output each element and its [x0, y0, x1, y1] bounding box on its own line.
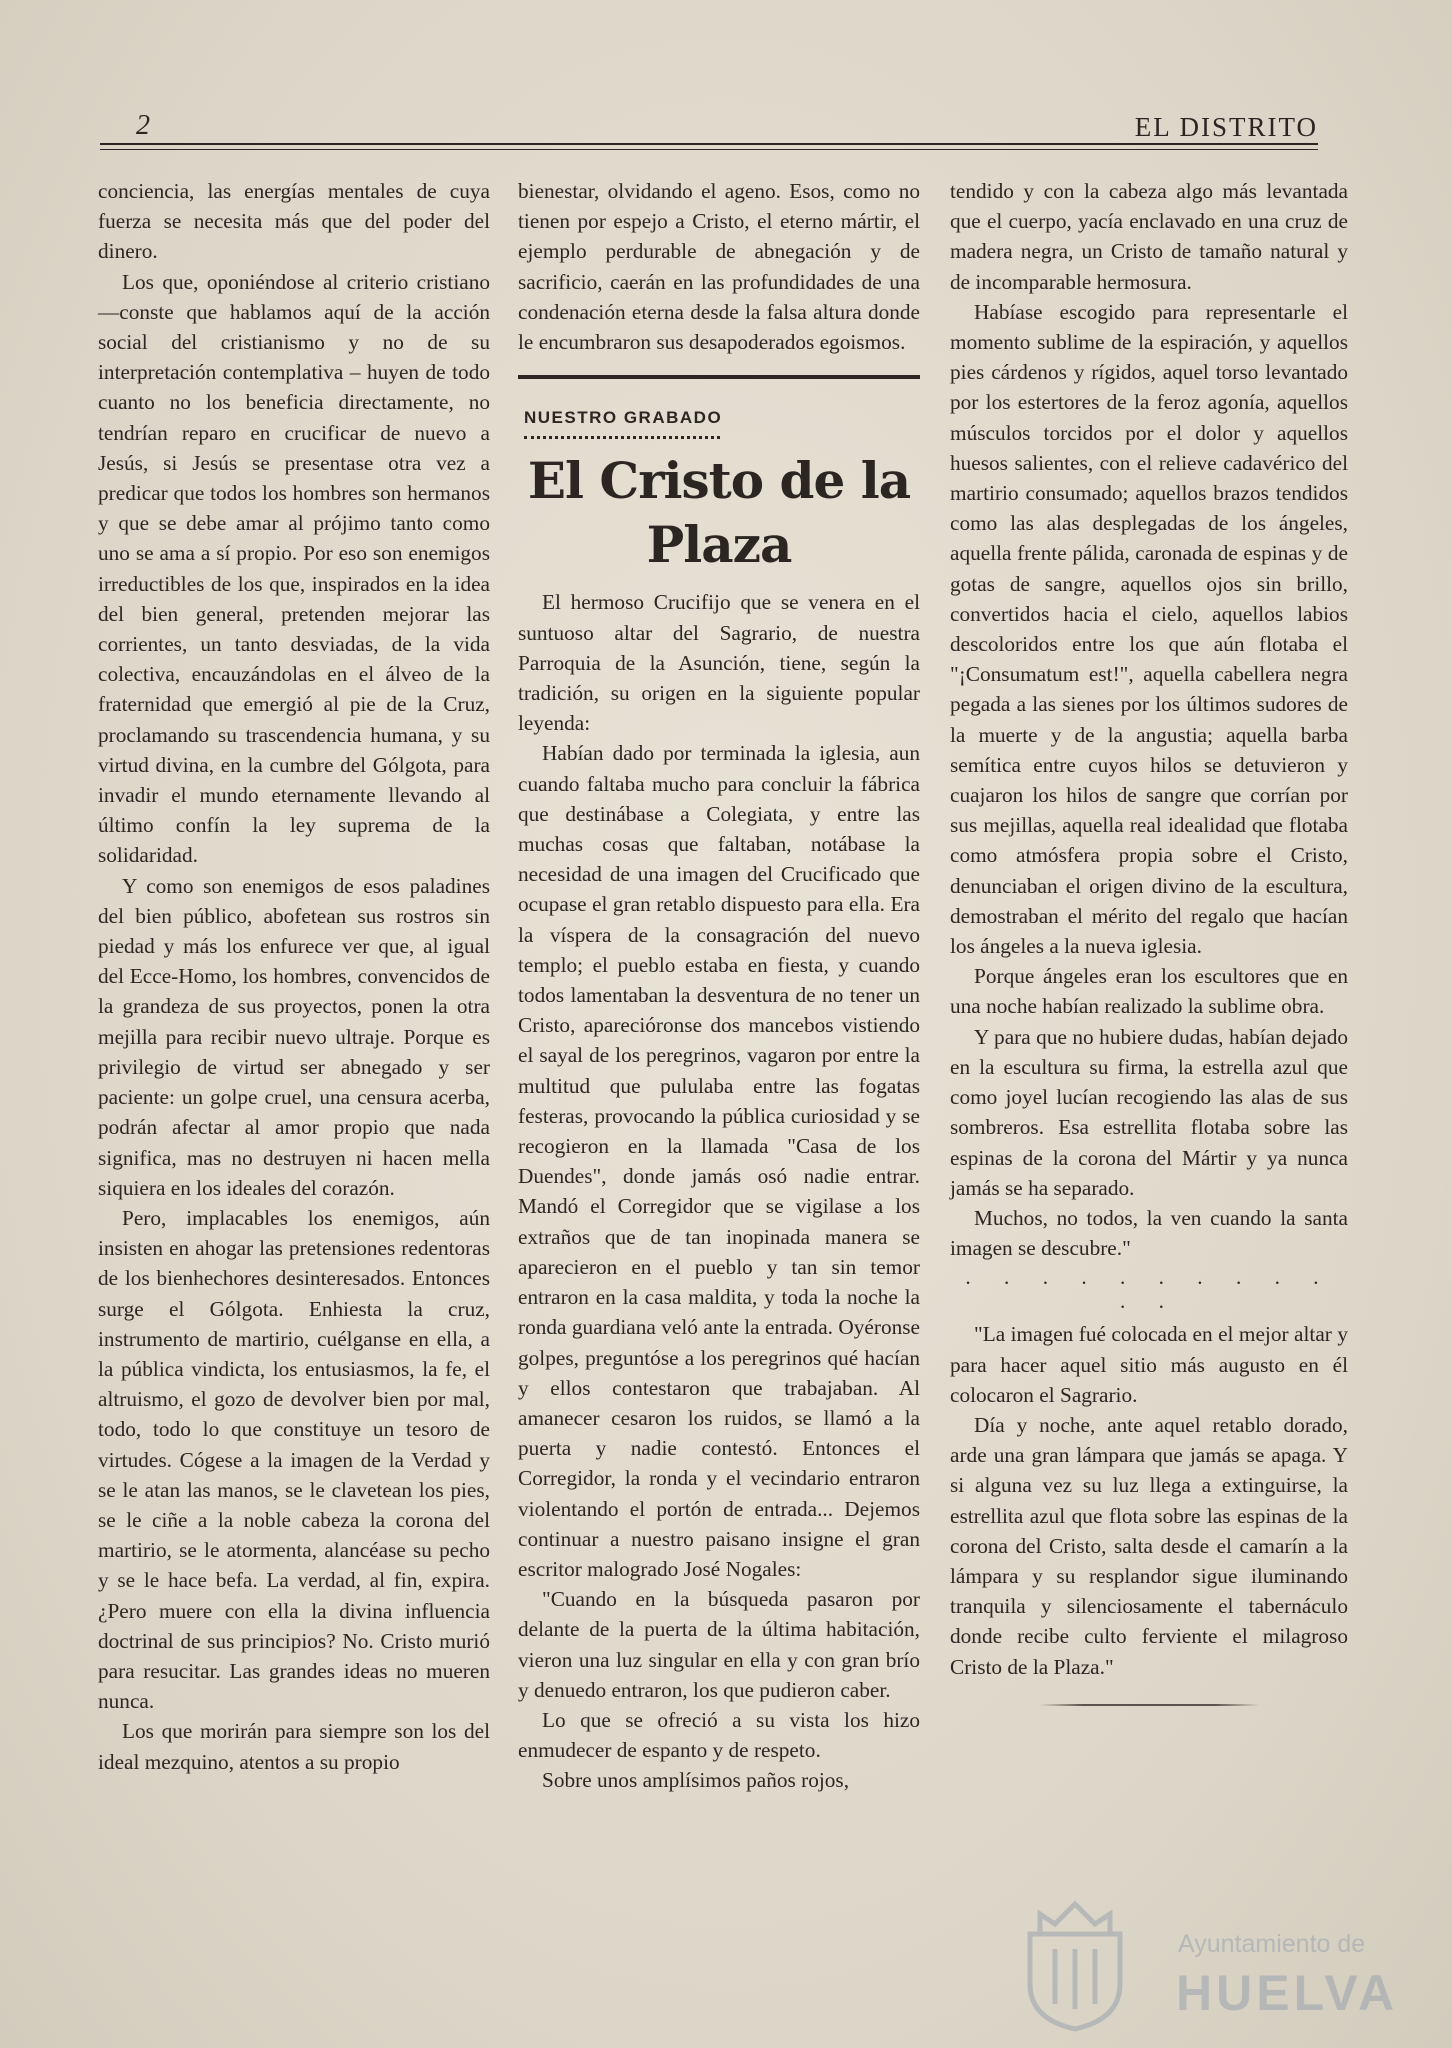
ellipsis-divider: . . . . . . . . . . . .: [965, 1265, 1333, 1314]
paragraph: Y como son enemigos de esos paladines del bien público, abofetean sus rostros sin piedad y más los enfurece ver que, al igual del Ecce-Homo, los hombres, convencidos de la grandeza de sus proyectos, ponen la otra mejilla para recibir nuevo ultraje. Porque es privilegio de virtud ser abnegado y ser paciente: un golpe cruel, una censura acerba, podrán afectar al amor propio que nada significa, mas no destruyen ni hacen mella siquiera en los ideales del corazón.: [98, 873, 490, 1200]
paragraph: Y para que no hubiere dudas, habían dejado en la escultura su firma, la estrella azul que como joyel lucían recogiendo las alas de sus sombreros. Esa estrellita flotaba sobre las espinas de la corona del Mártir y ya nunca jamás se ha separado.: [950, 1024, 1348, 1200]
paragraph: Pero, implacables los enemigos, aún insisten en ahogar las pretensiones redentoras de los bienhechores desinteresados. Entonces surge el Gólgota. Enhiesta la cruz, instrumento de martirio, cuélganse en ella, a la pública vindicta, los entusiasmos, la fe, el altruismo, el gozo de devolver bien por mal, todo, todo lo que constituye un tesoro de virtudes. Cógese a la imagen de la Verdad y se le atan las manos, se le clavetean los pies, se le ciñe a la noble cabeza la corona del martirio, se le atormenta, alancéase su pecho y se le hace befa. La verdad, al fin, expira. ¿Pero muere con ella la divina influencia doctrinal de sus principios? No. Cristo murió para resucitar. Las grandes ideas no mueren nunca.: [98, 1205, 490, 1714]
paragraph: Habíase escogido para representarle el momento sublime de la espiración, y aquellos pies cárdenos y rígidos, aquel torso levantado por los estertores de la feroz agonía, aquellos músculos torcidos por el dolor y aquellos huesos salientes, con el relieve cadavérico del martirio consumado; aquellos brazos tendidos como las alas desplegadas de los ángeles, aquella frente pálida, caronada de espinas y de gotas de sangre, aquellos ojos sin brillo, convertidos hacia el cielo, aquellos labios descoloridos entre los que aún flotaba el "¡Consumatum est!", aquella cabellera negra pegada a las sienes por los últimos sudores de la muerte y de la angustia; aquella barba semítica entre cuyos hilos se detuvieron y cuajaron los hilos de sangre que corrían por sus mejillas, aquella real idealidad que flotaba como atmósfera propia sobre el Cristo, denunciaban el origen divino de la escultura, demostraban el mérito del regalo que hacían los ángeles a la nueva iglesia.: [950, 299, 1348, 959]
article-headline: El Cristo de la Plaza: [527, 451, 911, 575]
column-2: [518, 176, 920, 1796]
paragraph: Los que, oponiéndose al criterio cristiano—conste que hablamos aquí de la acción social del cristianismo y no de su interpretación contemplativa – huyen de todo cuanto no los beneficia directamente, no tendrían reparo en crucificar de nuevo a Jesús, si Jesús se presentase otra vez a predicar que todos los hombres son hermanos y que se debe amar al prójimo tanto como uno se ama a sí propio. Por eso son enemigos irreductibles de los que, inspirados en la idea del bien general, pretenden mejorar las corrientes, un tanto desviadas, de la vida colectiva, encauzándolas en el álveo de la fraternidad que emergió al pie de la Cruz, proclamando su trascendencia humana, y su virtud divina, en la cumbre del Gólgota, para invadir el mundo eternamente llevando al último confín la ley suprema de la solidaridad.: [98, 269, 490, 868]
column-1: [98, 176, 490, 1777]
paragraph: conciencia, las energías mentales de cuya fuerza se necesita más que del poder del dinero.: [98, 179, 490, 264]
paragraph: Día y noche, ante aquel retablo dorado, arde una gran lámpara que jamás se apaga. Y si alguna vez su luz llega a extinguirse, la estrellita azul que flota sobre las espinas de la corona del Cristo, salta desde el camarín a la lámpara y su resplandor sigue iluminando tranquila y silenciosamente el tabernáculo donde recibe culto ferviente el milagroso Cristo de la Plaza.": [950, 1412, 1348, 1679]
paragraph: Lo que se ofreció a su vista los hizo enmudecer de espanto y de respeto.: [518, 1707, 920, 1763]
header-rule: [100, 143, 1318, 145]
paragraph: Sobre unos amplísimos paños rojos,: [542, 1768, 850, 1793]
section-label: NUESTRO GRABADO: [524, 408, 723, 428]
watermark-line-2: HUELVA: [1176, 1965, 1399, 2021]
column-3: [950, 176, 1348, 1706]
watermark: [1000, 1888, 1399, 2038]
paragraph: bienestar, olvidando el ageno. Esos, como no tienen por espejo a Cristo, el eterno mártir, el ejemplo perdurable de abnegación y de sacrificio, caerán en las profundidades de una condenación eterna desde la falsa altura donde le encumbraron sus desapoderados egoismos.: [518, 179, 920, 355]
paragraph: Habían dado por terminada la iglesia, aun cuando faltaba mucho para concluir la fábrica que destinábase a Colegiata, y entre las muchas cosas que faltaban, notábase la necesidad de una imagen del Crucificado que ocupase el gran retablo dispuesto para ella. Era la víspera de la consagración del nuevo templo; el pueblo estaba en fiesta, y cuando todos lamentaban la desventura de no tener un Cristo, aparecióronse dos mancebos vistiendo el sayal de los peregrinos, vagaron por entre la multitud que pululaba entre las fogatas festeras, provocando la pública curiosidad y se recogieron en la llamada "Casa de los Duendes", donde jamás osó nadie entrar. Mandó el Corregidor que se vigilase a los extraños que de tan inopinada manera se aparecieron en el pueblo y tan sin temor entraron en la casa maldita, y toda la noche la ronda guardiana veló ante la entrada. Oyéronse golpes, preguntóse a los peregrinos qué hacían y ellos contestaron que trabajaban. Al amanecer cesaron los ruidos, se llamó a la puerta y nadie contestó. Entonces el Corregidor, la ronda y el vecindario entraron violentando el portón de entrada... Dejemos continuar a nuestro paisano insigne el gran escritor malogrado José Nogales:: [518, 741, 920, 1581]
paragraph: Porque ángeles eran los escultores que en una noche habían realizado la sublime obra.: [950, 964, 1348, 1019]
header-rule-thin: [100, 149, 1318, 150]
paragraph: Muchos, no todos, la ven cuando la santa imagen se descubre.": [950, 1205, 1348, 1261]
paragraph: "Cuando en la búsqueda pasaron por delante de la puerta de la última habitación, vieron una luz singular en ella y con gran brío y denuedo entraron, los que pudieron caber.: [518, 1587, 920, 1702]
masthead: EL DISTRITO: [1134, 112, 1318, 142]
section-divider: [518, 375, 920, 379]
page-number: 2: [136, 110, 150, 141]
paragraph: "La imagen fué colocada en el mejor altar y para hacer aquel sitio más augusto en él colocaron el Sagrario.: [950, 1322, 1348, 1407]
paragraph: Los que morirán para siempre son los del ideal mezquino, atentos a su propio: [98, 1719, 490, 1774]
end-ornament: [1039, 1704, 1259, 1706]
coat-of-arms-icon: [1000, 1894, 1150, 2034]
paragraph: tendido y con la cabeza algo más levantada que el cuerpo, yacía enclavado en una cruz de madera negra, un Cristo de tamaño natural y de incomparable hermosura.: [950, 179, 1348, 294]
section-underline: [524, 436, 720, 439]
paragraph: El hermoso Crucifijo que se venera en el suntuoso altar del Sagrario, de nuestra Parroquia de la Asunción, tiene, según la tradición, su origen en la siguiente popular leyenda:: [518, 590, 920, 736]
watermark-line-1: Ayuntamiento de: [1178, 1930, 1366, 1958]
